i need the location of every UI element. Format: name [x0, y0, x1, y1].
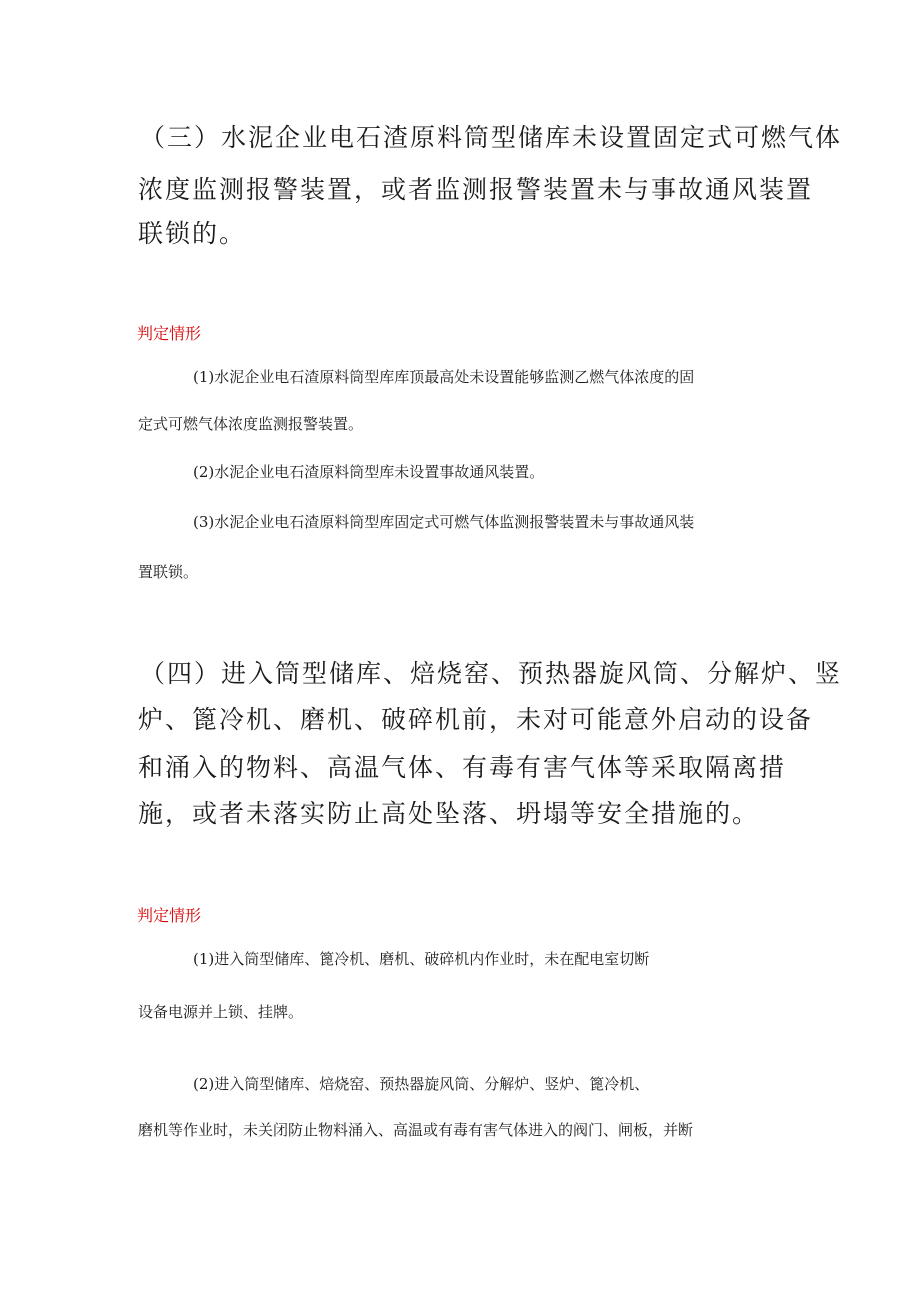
section-4-item-2-line-1: (2)进入筒型储库、焙烧窑、预热器旋风筒、分解炉、竖炉、篦冷机、: [193, 1075, 650, 1093]
section-3-item-3-line-1: (3)水泥企业电石渣原料筒型库固定式可燃气体监测报警装置未与事故通风装: [193, 513, 695, 531]
section-3-heading-line-3: 联锁的。: [138, 219, 247, 248]
section-3-heading-line-2: 浓度监测报警装置，或者监测报警装置未与事故通风装置: [138, 175, 814, 204]
section-4-heading-line-4: 施，或者未落实防止高处坠落、坍塌等安全措施的。: [138, 799, 760, 828]
section-3-item-2: (2)水泥企业电石渣原料筒型库未设置事故通风装置。: [193, 463, 545, 481]
section-3-judgement-label: 判定情形: [137, 324, 202, 343]
section-4-judgement-label: 判定情形: [137, 906, 202, 925]
section-3-item-1-line-1: (1)水泥企业电石渣原料筒型库库顶最高处未设置能够监测乙燃气体浓度的固: [193, 368, 695, 386]
section-3-heading-line-1: （三）水泥企业电石渣原料筒型储库未设置固定式可燃气体: [140, 123, 843, 152]
section-4-heading-line-2: 炉、篦冷机、磨机、破碎机前，未对可能意外启动的设备: [138, 705, 814, 734]
section-3-item-1-line-2: 定式可燃气体浓度监测报警装置。: [138, 415, 364, 433]
section-4-item-1-line-1: (1)进入筒型储库、篦冷机、磨机、破碎机内作业时，未在配电室切断: [193, 950, 650, 968]
section-4-heading-line-3: 和涌入的物料、高温气体、有毒有害气体等采取隔离措: [138, 753, 787, 782]
section-3-item-3-line-2: 置联锁。: [138, 563, 199, 581]
section-4-heading-line-1: （四）进入筒型储库、焙烧窑、预热器旋风筒、分解炉、竖: [140, 659, 843, 688]
section-4-item-2-line-2: 磨机等作业时，未关闭防止物料涌入、高温或有毒有害气体进入的阀门、闸板，并断: [138, 1121, 694, 1139]
section-4-item-1-line-2: 设备电源并上锁、挂牌。: [138, 1003, 304, 1021]
